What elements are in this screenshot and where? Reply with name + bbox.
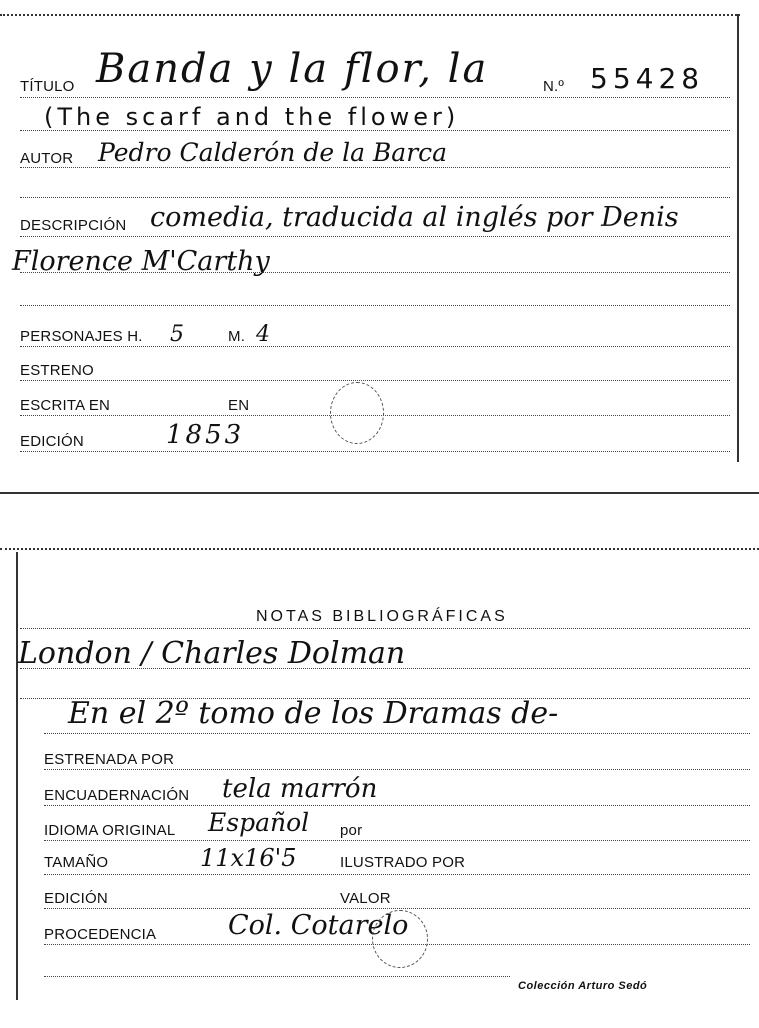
descripcion-label: DESCRIPCIÓN (20, 217, 127, 234)
tamano-value: 11x16'5 (200, 844, 297, 872)
autor-label: AUTOR (20, 150, 74, 167)
tamano-label: TAMAÑO (44, 854, 109, 871)
personajes-h-value: 5 (170, 322, 184, 347)
back-left-edge (16, 552, 18, 1000)
back-punch-hole (372, 910, 428, 968)
encuadernacion-label: ENCUADERNACIÓN (44, 787, 190, 804)
procedencia-value: Col. Cotarelo (228, 910, 409, 941)
personajes-m-value: 4 (256, 322, 270, 347)
personajes-m-label: M. (228, 328, 246, 345)
procedencia-label: PROCEDENCIA (44, 926, 157, 943)
card-divider (0, 492, 759, 494)
encuadernacion-value: tela marrón (222, 774, 378, 804)
back-edicion-label: EDICIÓN (44, 890, 108, 907)
personajes-label: PERSONAJES H. (20, 328, 143, 345)
titulo-value: Banda y la flor, la (96, 46, 489, 92)
autor-value: Pedro Calderón de la Barca (98, 138, 448, 167)
titulo-translation: (The scarf and the flower) (44, 103, 460, 131)
ilustrado-label: ILUSTRADO POR (340, 854, 466, 871)
idioma-label: IDIOMA ORIGINAL (44, 822, 176, 839)
edicion-value: 1853 (166, 420, 245, 450)
note-line1: London / Charles Dolman (18, 636, 406, 671)
back-card (0, 540, 759, 1028)
titulo-label: TÍTULO (20, 78, 75, 95)
numero-value: 55428 (590, 62, 705, 95)
descripcion-line1: comedia, traducida al inglés por Denis (150, 202, 679, 233)
en-label: EN (228, 397, 250, 414)
back-top-edge (0, 548, 759, 550)
right-edge (737, 14, 739, 462)
escrita-label: ESCRITA EN (20, 397, 111, 414)
collection-stamp: Colección Arturo Sedó (518, 980, 648, 992)
valor-label: VALOR (340, 890, 391, 907)
top-edge (0, 14, 740, 16)
idioma-por: por (340, 822, 363, 839)
descripcion-line2: Florence M'Carthy (12, 246, 270, 277)
front-card (0, 0, 740, 470)
numero-label: N.º (543, 78, 565, 95)
note-line2: En el 2º tomo de los Dramas de- (68, 696, 559, 731)
estreno-label: ESTRENO (20, 362, 94, 379)
notas-heading: NOTAS BIBLIOGRÁFICAS (256, 608, 508, 625)
punch-hole (330, 382, 384, 444)
estrenada-label: ESTRENADA POR (44, 751, 175, 768)
idioma-value: Español (208, 808, 310, 837)
edicion-label: EDICIÓN (20, 433, 84, 450)
